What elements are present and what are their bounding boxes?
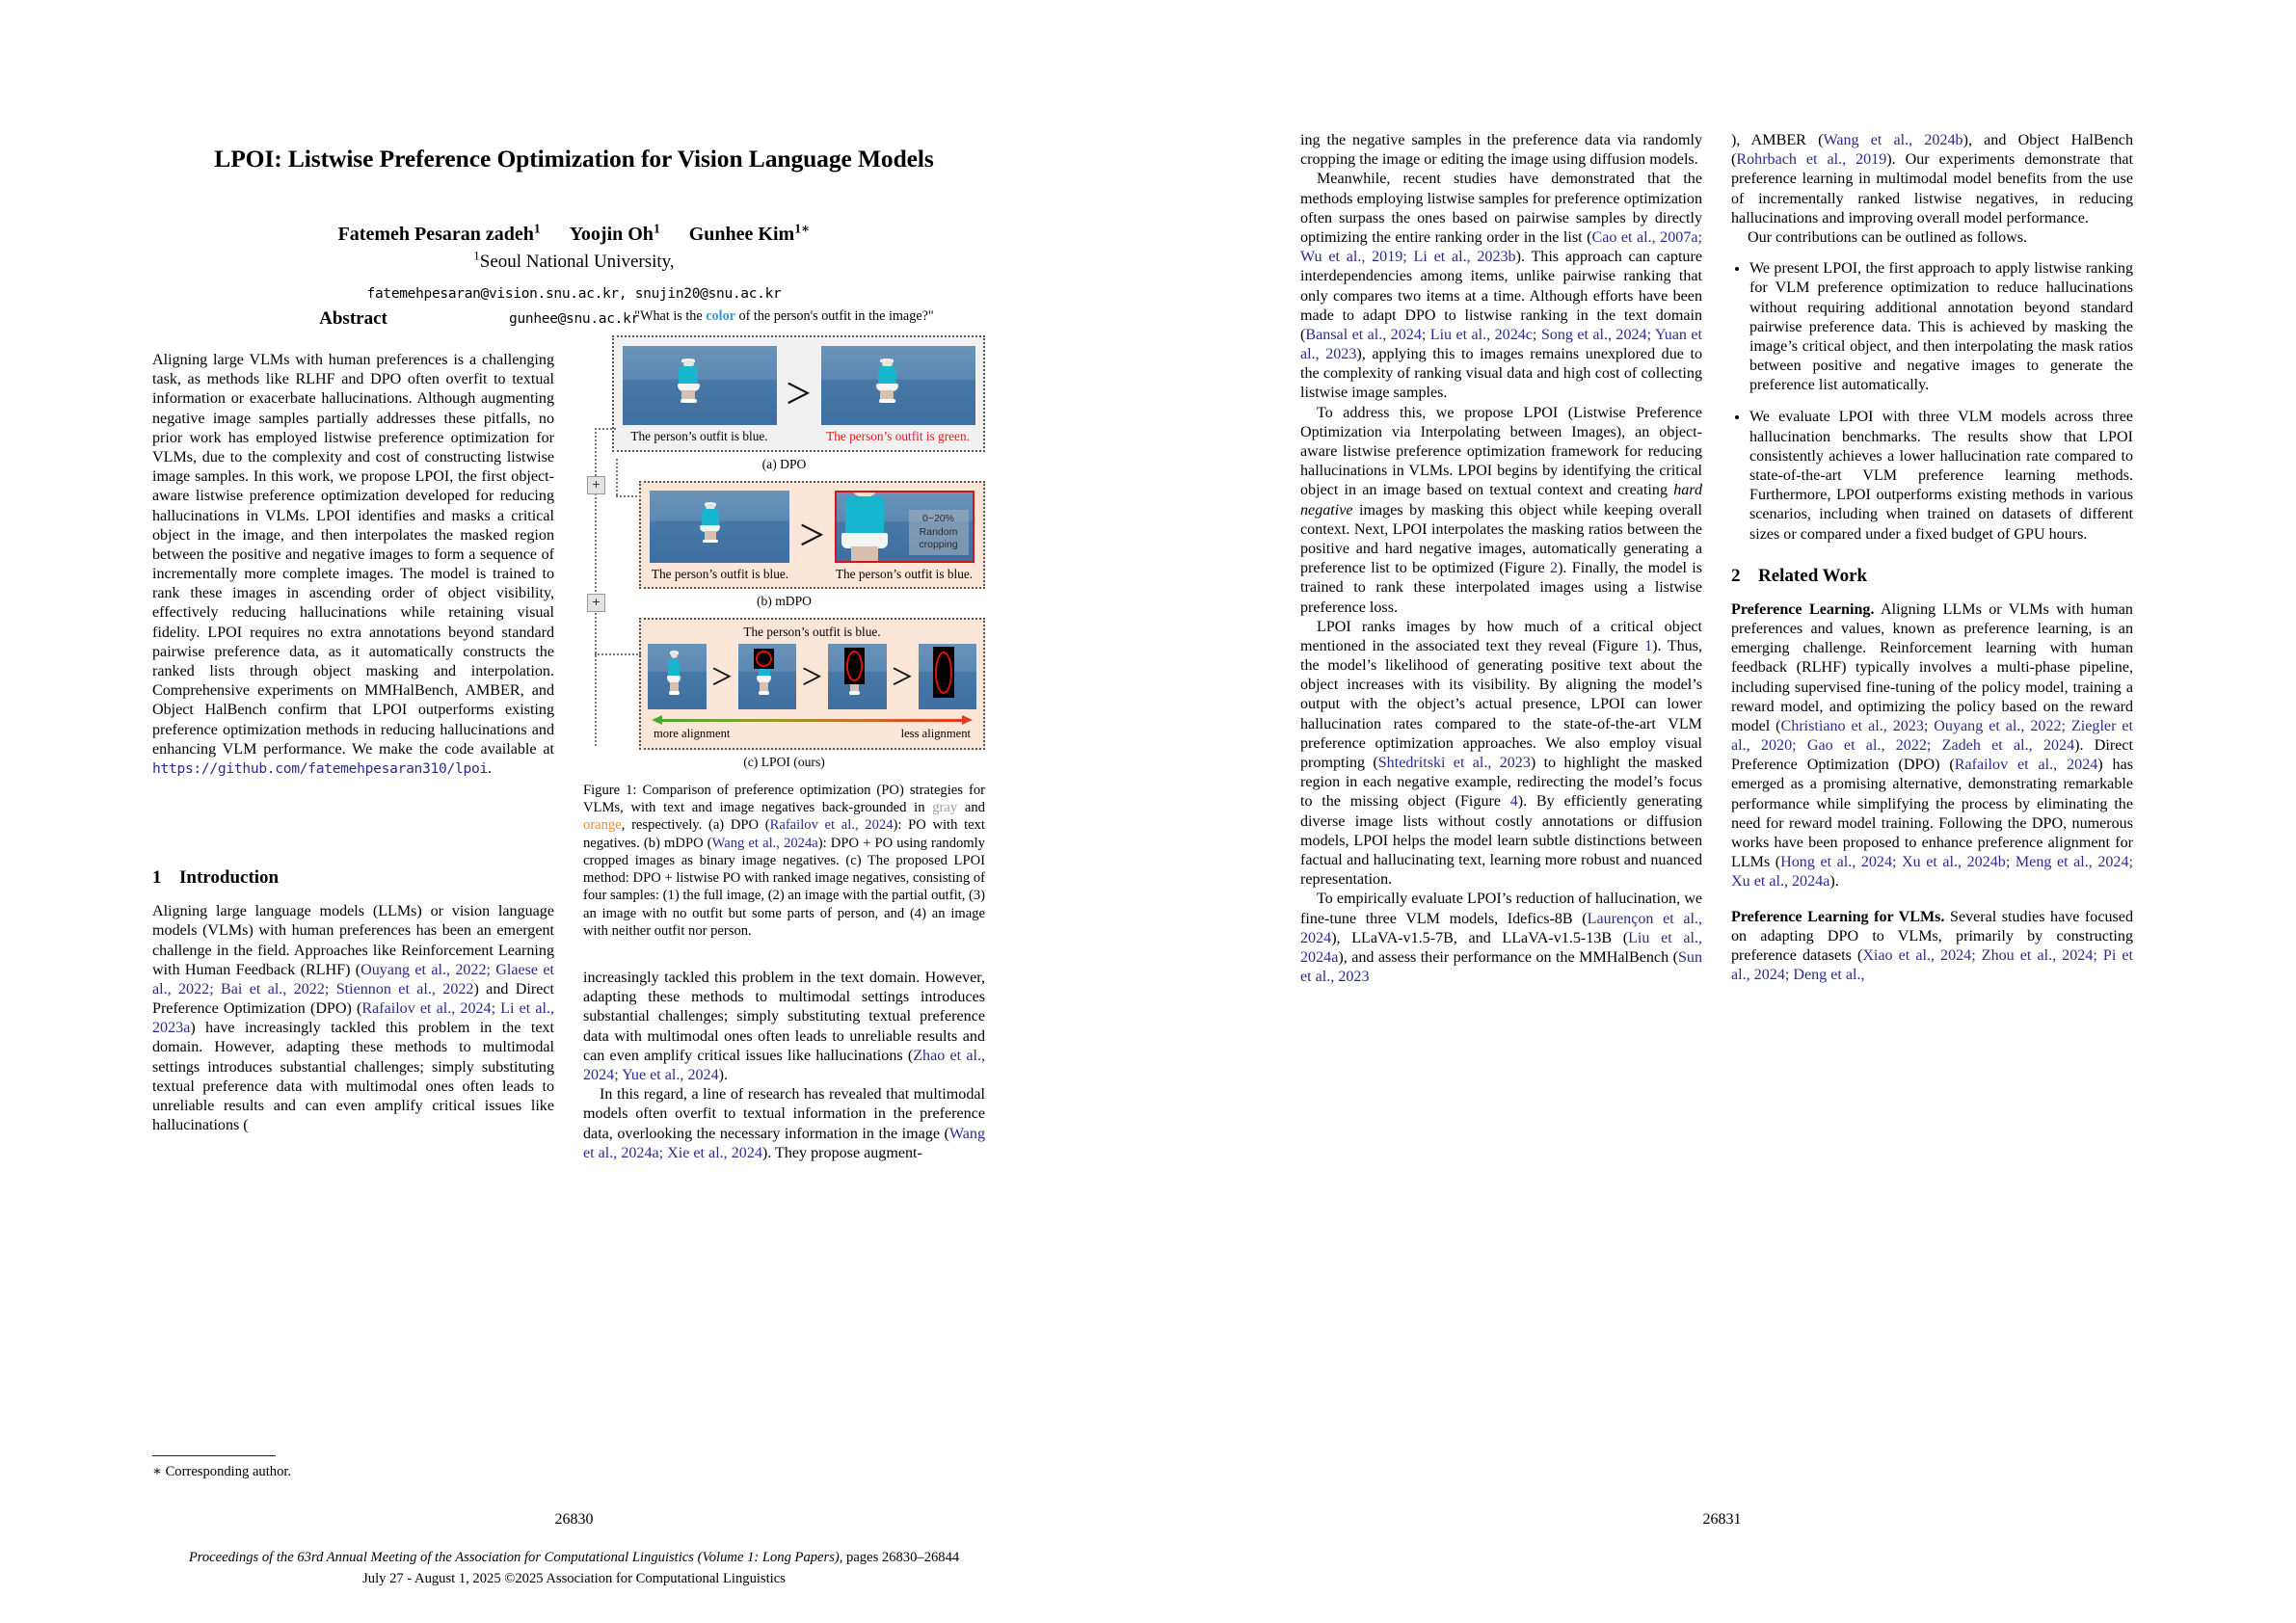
plus-icon: + (587, 476, 605, 494)
image-positive-full (623, 346, 777, 425)
proceedings-line-1: Proceedings of the 63rd Annual Meeting of the Association for Computational Linguistics (Volume 1: Long Papers) (188, 1550, 840, 1566)
citation[interactable]: Zhao et al., 2024; Yue et al., 2024 (583, 1047, 986, 1084)
figure-1-caption: Figure 1: Comparison of preference optimization (PO) strategies for VLMs, with text and image negatives back-grounded in gray and orange, respectively. (a) DPO (Rafailov et al., 2024): PO with text negatives. (b) mDPO (Wang et al., 2024a): DPO + PO using randomly cropped images as binary image negatives. (c) The proposed LPOI method: DPO + listwise PO with ranked image negatives, consisting of four samples: (1) the full image, (2) an image with the partial outfit, (3) an image with no outfit but some parts of person, and (4) an image with neither outfit nor person. (583, 783, 986, 939)
page-number-right: 26831 (1702, 1511, 1742, 1528)
intro-paragraph-1: Aligning large language models (LLMs) or vision language models (VLMs) with human preferences has been an emergent challenge in the field. Approaches like Reinforcement Learning with Human Feedback (RLHF) (Ouyang et al., 2022; Glaese et al., 2022; Bai et al., 2022; Stiennon et al., 2022) and Direct Preference Optimization (DPO) (Rafailov et al., 2024; Li et al., 2023a) have increasingly tackled this problem in the text domain. However, adapting these methods to multimodal settings introduces substantial challenges; simply substituting textual preference data with multimodal ones often leads to unreliable results and can even amplify critical issues like hallucinations ( (152, 903, 555, 1134)
citation[interactable]: Rafailov et al., 2024; Li et al., 2023a (152, 1000, 555, 1037)
panel-dpo-caption: (a) DPO (761, 457, 807, 471)
connector-branch-c (595, 653, 641, 655)
image-negative-cropped (835, 491, 974, 563)
panel-lpoi-images (648, 644, 976, 709)
citation[interactable]: Sun et al., 2023 (1300, 948, 1702, 986)
footnote-rule (152, 1455, 276, 1456)
citation[interactable]: Wang et al., 2024a (711, 835, 818, 851)
intro-paragraph-6-continued: ), AMBER (Wang et al., 2024b), and Object HalBench (Rohrbach et al., 2019). Our experiments demonstrate that preference learning in multimodal model benefits from the use of incrementally ranked listwise negatives, in reducing hallucinations and improving overall model performance. (1731, 132, 2133, 226)
person-figure (837, 491, 894, 563)
plus-icon: + (587, 594, 605, 612)
abstract-text: Aligning large VLMs with human preferences is a challenging task, as methods like RLHF and DPO often overfit to textual information or exacerbate hallucinations. Although augmenting negative image samples partially addresses these pitfalls, no prior work has employed listwise preference optimization for VLMs, due to the complexity and cost of constructing listwise image samples. In this work, we propose LPOI, the first object-aware listwise preference optimization developed for reducing hallucinations in VLMs. LPOI identifies and masks a critical object in the image, and then interpolates the masked region between the positive and negative images to form a sequence of incrementally more complete images. The model is trained to rank these images in ascending order of object visibility, effectively reducing hallucinations while retaining visual fidelity. LPOI requires no extra annotations beyond standard pairwise preference data, as it automatically constructs the ranked lists through object masking and interpolation. Comprehensive experiments on MMHalBench, AMBER, and Object HalBench confirm that LPOI outperforms existing preference optimization methods in reducing hallucinations and enhancing VLM performance. We make the code available at https://github.com/fatemehpesaran310/lpoi. (152, 352, 554, 777)
more-alignment-label: more alignment (654, 727, 731, 740)
column-contributions (1731, 131, 2133, 987)
figure-question: "What is the color of the person's outfit in the image?" (634, 308, 934, 324)
figure-reference[interactable]: 2 (1550, 560, 1559, 577)
subsection-title: Preference Learning. (1731, 600, 1875, 618)
contributions-list (1731, 259, 2133, 545)
code-url-link[interactable]: https://github.com/fatemehpesaran310/lpoi (152, 759, 488, 777)
connector-branch-a (595, 428, 616, 430)
citation[interactable]: Xiao et al., 2024; Zhou et al., 2024; Pi et al., 2024; Deng et al., (1731, 946, 2133, 984)
citation[interactable]: Wang et al., 2024b (1823, 132, 1963, 148)
panel-dpo-right-label: The person’s outfit is green. (826, 429, 970, 443)
page-right (1148, 0, 2296, 1623)
citation[interactable]: Shtedritski et al., 2023 (1377, 755, 1531, 771)
left-page-columns (152, 308, 996, 1163)
citation[interactable]: Ouyang et al., 2022; Glaese et al., 2022; Bai et al., 2022; Stiennon et al., 2022 (152, 961, 555, 998)
mask-region (754, 649, 774, 668)
mask-region (933, 647, 954, 698)
citation[interactable]: Bansal et al., 2024; Liu et al., 2024c; Song et al., 2024; Yuan et al., 2023 (1300, 326, 1702, 363)
section-heading-introduction: 1 Introduction (152, 867, 280, 889)
crop-ratio-label: 0~20% Random cropping (909, 510, 969, 554)
panel-mdpo-caption: (b) mDPO (756, 594, 813, 608)
related-work-preference-learning: Preference Learning. Aligning LLMs or VLMs with human preferences and values, known as preference learning, is an emerging challenge. Reinforcement learning with human feedback (RLHF) typically involves a multi-phase pipeline, including supervised fine-tuning of the policy model, training a reward model, and optimizing the policy based on the reward model (Christiano et al., 2023; Ouyang et al., 2022; Ziegler et al., 2020; Gao et al., 2022; Zadeh et al., 2024). Direct Preference Optimization (DPO) (Rafailov et al., 2024) has emerged as a promising alternative, demonstrating remarkable performance while simplifying the process by eliminating the need for reward model training. Following the DPO, numerous works have been proposed to enhance preference alignment for LLMs (Hong et al., 2024; Xu et al., 2024b; Meng et al., 2024; Xu et al., 2024a). (1731, 600, 2134, 891)
affiliation: $^1$Seoul National University, (473, 248, 675, 272)
citation[interactable]: Liu et al., 2024a (1300, 929, 1703, 966)
panel-dpo-images (624, 346, 974, 444)
connector-branch-b (616, 495, 641, 497)
preference-operator: ＞ (801, 664, 823, 689)
caption-orange-word: orange (583, 817, 622, 834)
panel-mdpo-images (650, 491, 974, 582)
footnote-block (152, 1455, 554, 1480)
author-2: Yoojin Oh (569, 224, 654, 245)
contributions-lead-in: Our contributions can be outlined as follows. (1748, 228, 2028, 246)
author-list: Fatemeh Pesaran zadeh$^1$ Yoojin Oh$^1$ Gunhee Kim$^{1∗}$ (337, 221, 811, 245)
image-rank-1-full (648, 644, 707, 709)
citation[interactable]: Rohrbach et al., 2019 (1736, 151, 1887, 169)
citation[interactable]: Cao et al., 2007a; Wu et al., 2019; Li et al., 2023b (1300, 228, 1702, 266)
less-alignment-label: less alignment (900, 727, 971, 740)
footnote-text: ∗ Corresponding author. (152, 1464, 292, 1479)
panel-dpo-left-label: The person’s outfit is blue. (630, 429, 768, 443)
subsection-title: Preference Learning for VLMs. (1731, 908, 1945, 925)
related-work-preference-learning-vlms: Preference Learning for VLMs. Several studies have focused on adapting DPO to VLMs, primarily by constructing preference datasets (Xiao et al., 2024; Zhou et al., 2024; Pi et al., 2024; Deng et al., (1731, 908, 2133, 984)
person-figure (665, 652, 682, 694)
panel-mdpo (639, 481, 985, 589)
preference-operator: ＞ (785, 380, 813, 410)
citation[interactable]: Rafailov et al., 2024 (769, 817, 894, 834)
author-1: Fatemeh Pesaran zadeh (337, 224, 534, 245)
proceedings-footer: Proceedings of the 63rd Annual Meeting of the Association for Computational Linguistics (Volume 1: Long Papers), pages 26830–26844 July 27 - August 1, 2025 ©2025 Association for Computational Linguistics (188, 1550, 960, 1587)
column-abstract (152, 308, 554, 1163)
intro-paragraph-5: LPOI ranks images by how much of a critical object mentioned in the associated text they reveal (Figure 1). Thus, the model’s likelihood of generating positive text about the object increases with its visibility. By aligning the model’s output with the object’s actual presence, LPOI can lower hallucination rates compared to the state-of-the-art VLM preference optimization approaches. We also employ visual prompting (Shtedritski et al., 2023) to highlight the masked region in each negative example, redirecting the model’s focus to the missing object (Figure 4). By efficiently generating diverse image lists without costly annotations or diffusion models, LPOI helps the model learn subtle distinctions between factual and hallucinating text, learning more robust and nuanced representation. (1300, 618, 1702, 889)
right-page-columns (1300, 131, 2144, 987)
figure-1 (583, 308, 985, 940)
citation[interactable]: Christiano et al., 2023; Ouyang et al., 2022; Ziegler et al., 2020; Gao et al., 2022; Zadeh et al., 2024 (1731, 717, 2133, 755)
image-rank-2-partial-outfit (738, 644, 797, 709)
question-highlight: color (706, 308, 735, 324)
contribution-item-1: • We present LPOI, the first approach to apply listwise ranking for VLM preference optimization to reduce hallucinations without requiring additional annotation beyond standard pairwise preference data. This is achieved by masking the image’s critical object, and then interpolating the mask ratios between positive and negative images to generate the preference list automatically. (1749, 259, 2133, 395)
panel-lpoi-caption: (c) LPOI (ours) (743, 755, 825, 769)
emails-line-1: fatemehpesaran@vision.snu.ac.kr, snujin20@snu.ac.kr (366, 286, 782, 302)
panel-lpoi-shared-label: The person’s outfit is blue. (743, 625, 881, 639)
image-rank-4-no-person (919, 644, 977, 709)
person-figure (873, 360, 901, 402)
citation[interactable]: Laurençon et al., 2024 (1300, 910, 1702, 946)
column-intro-continued (1300, 131, 1702, 987)
page-title: LPOI: Listwise Preference Optimization for Vision Language Models (214, 145, 934, 173)
figure-reference[interactable]: 4 (1509, 793, 1518, 811)
panel-lpoi (639, 618, 985, 750)
preference-operator: ＞ (798, 520, 826, 551)
intro-paragraph-3: Meanwhile, recent studies have demonstrated that the methods employing listwise samples for preference optimization often surpass the ones based on pairwise samples by directly optimizing the entire ranking order in the list (Cao et al., 2007a; Wu et al., 2019; Li et al., 2023b). This approach can capture interdependencies among items, unlike pairwise ranking that only compares two items at a time. Although efforts have been made to adapt DPO to listwise ranking in the text domain (Bansal et al., 2024; Liu et al., 2024c; Song et al., 2024; Yuan et al., 2023), applying this to images remains unexplored due to the complexity of ranking visual data and high cost of collecting listwise image samples. (1300, 171, 1702, 402)
intro-paragraph-1-continued: increasingly tackled this problem in the text domain. However, adapting these methods to multimodal settings introduces substantial challenges; simply substituting textual preference data with multimodal ones often leads to unreliable results and can even amplify critical issues like hallucinations (Zhao et al., 2024; Yue et al., 2024). (583, 970, 986, 1084)
arrow-right-icon (962, 715, 973, 725)
contribution-item-2: • We evaluate LPOI with three VLM models across three hallucination benchmarks. The results show that LPOI consistently achieves a lower hallucination rate compared to state-of-the-art VLM preference learning methods. Furthermore, LPOI outperforms existing methods in various scenarios, including when trained on datasets of different sizes or compared under a fixed budget of GPU hours. (1749, 408, 2133, 544)
panel-dpo (612, 335, 985, 452)
author-3: Gunhee Kim (688, 224, 795, 245)
panel-mdpo-right-label: The person’s outfit is blue. (835, 567, 974, 581)
citation[interactable]: Wang et al., 2024a; Xie et al., 2024 (583, 1125, 985, 1161)
preference-operator: ＞ (710, 664, 734, 689)
intro-paragraph-6: To empirically evaluate LPOI’s reduction of hallucination, we fine-tune three VLM models, Idefics-8B (Laurençon et al., 2024), LLaVA-v1.5-7B, and LLaVA-v1.5-13B (Liu et al., 2024a), and assess their performance on the MMHalBench (Sun et al., 2023 (1300, 891, 1703, 986)
person-figure (698, 504, 723, 542)
intro-paragraph-4: To address this, we propose LPOI (Listwise Preference Optimization via Interpolating between Images), an object-aware listwise preference optimization framework for reducing hallucinations in VLMs. LPOI begins by identifying the critical object in an image based on textual context and creating hard negative images by masking this object while keeping overall context. Next, LPOI interpolates the masking ratios between the positive and hard negative images, automatically generating a preference list to be optimized (Figure 2). Finally, the model is trained to rank these interpolated images using a listwise preference loss. (1300, 404, 1703, 616)
section-heading-related-work: 2 Related Work (1731, 565, 1868, 586)
person-figure (675, 360, 703, 402)
caption-gray-word: gray (932, 800, 958, 816)
column-figure (583, 308, 985, 1163)
image-positive-full (650, 491, 789, 563)
alignment-gradient-bar (652, 716, 973, 725)
image-rank-3-no-outfit (828, 644, 887, 709)
emphasis-hard-negative: hard negative (1300, 482, 1702, 519)
emails-line-2: gunhee@snu.ac.kr (509, 311, 639, 327)
figure-graphic (583, 335, 985, 770)
intro-paragraph-2-continued: ing the negative samples in the preference data via randomly cropping the image or editing the image using diffusion models. (1300, 132, 1702, 169)
image-negative-text (821, 346, 975, 425)
intro-paragraph-2: In this regard, a line of research has revealed that multimodal models often overfit to textual information in the preference data, overlooking the necessary information in the image (Wang et al., 2024a; Xie et al., 2024). They propose augment- (583, 1086, 985, 1161)
figure-reference[interactable]: 1 (1644, 637, 1653, 654)
abstract-heading: Abstract (319, 308, 387, 329)
mask-region (844, 648, 865, 684)
citation[interactable]: Rafailov et al., 2024 (1954, 757, 2098, 774)
alignment-labels (648, 727, 976, 745)
connector-vertical-b (616, 459, 618, 495)
page-number-left: 26830 (554, 1511, 594, 1528)
preference-operator: ＞ (891, 664, 914, 689)
citation[interactable]: Hong et al., 2024; Xu et al., 2024b; Meng et al., 2024; Xu et al., 2024a (1731, 854, 2133, 891)
proceedings-line-2: July 27 - August 1, 2025 ©2025 Association for Computational Linguistics (362, 1571, 786, 1587)
panel-mdpo-left-label: The person’s outfit is blue. (651, 567, 789, 581)
